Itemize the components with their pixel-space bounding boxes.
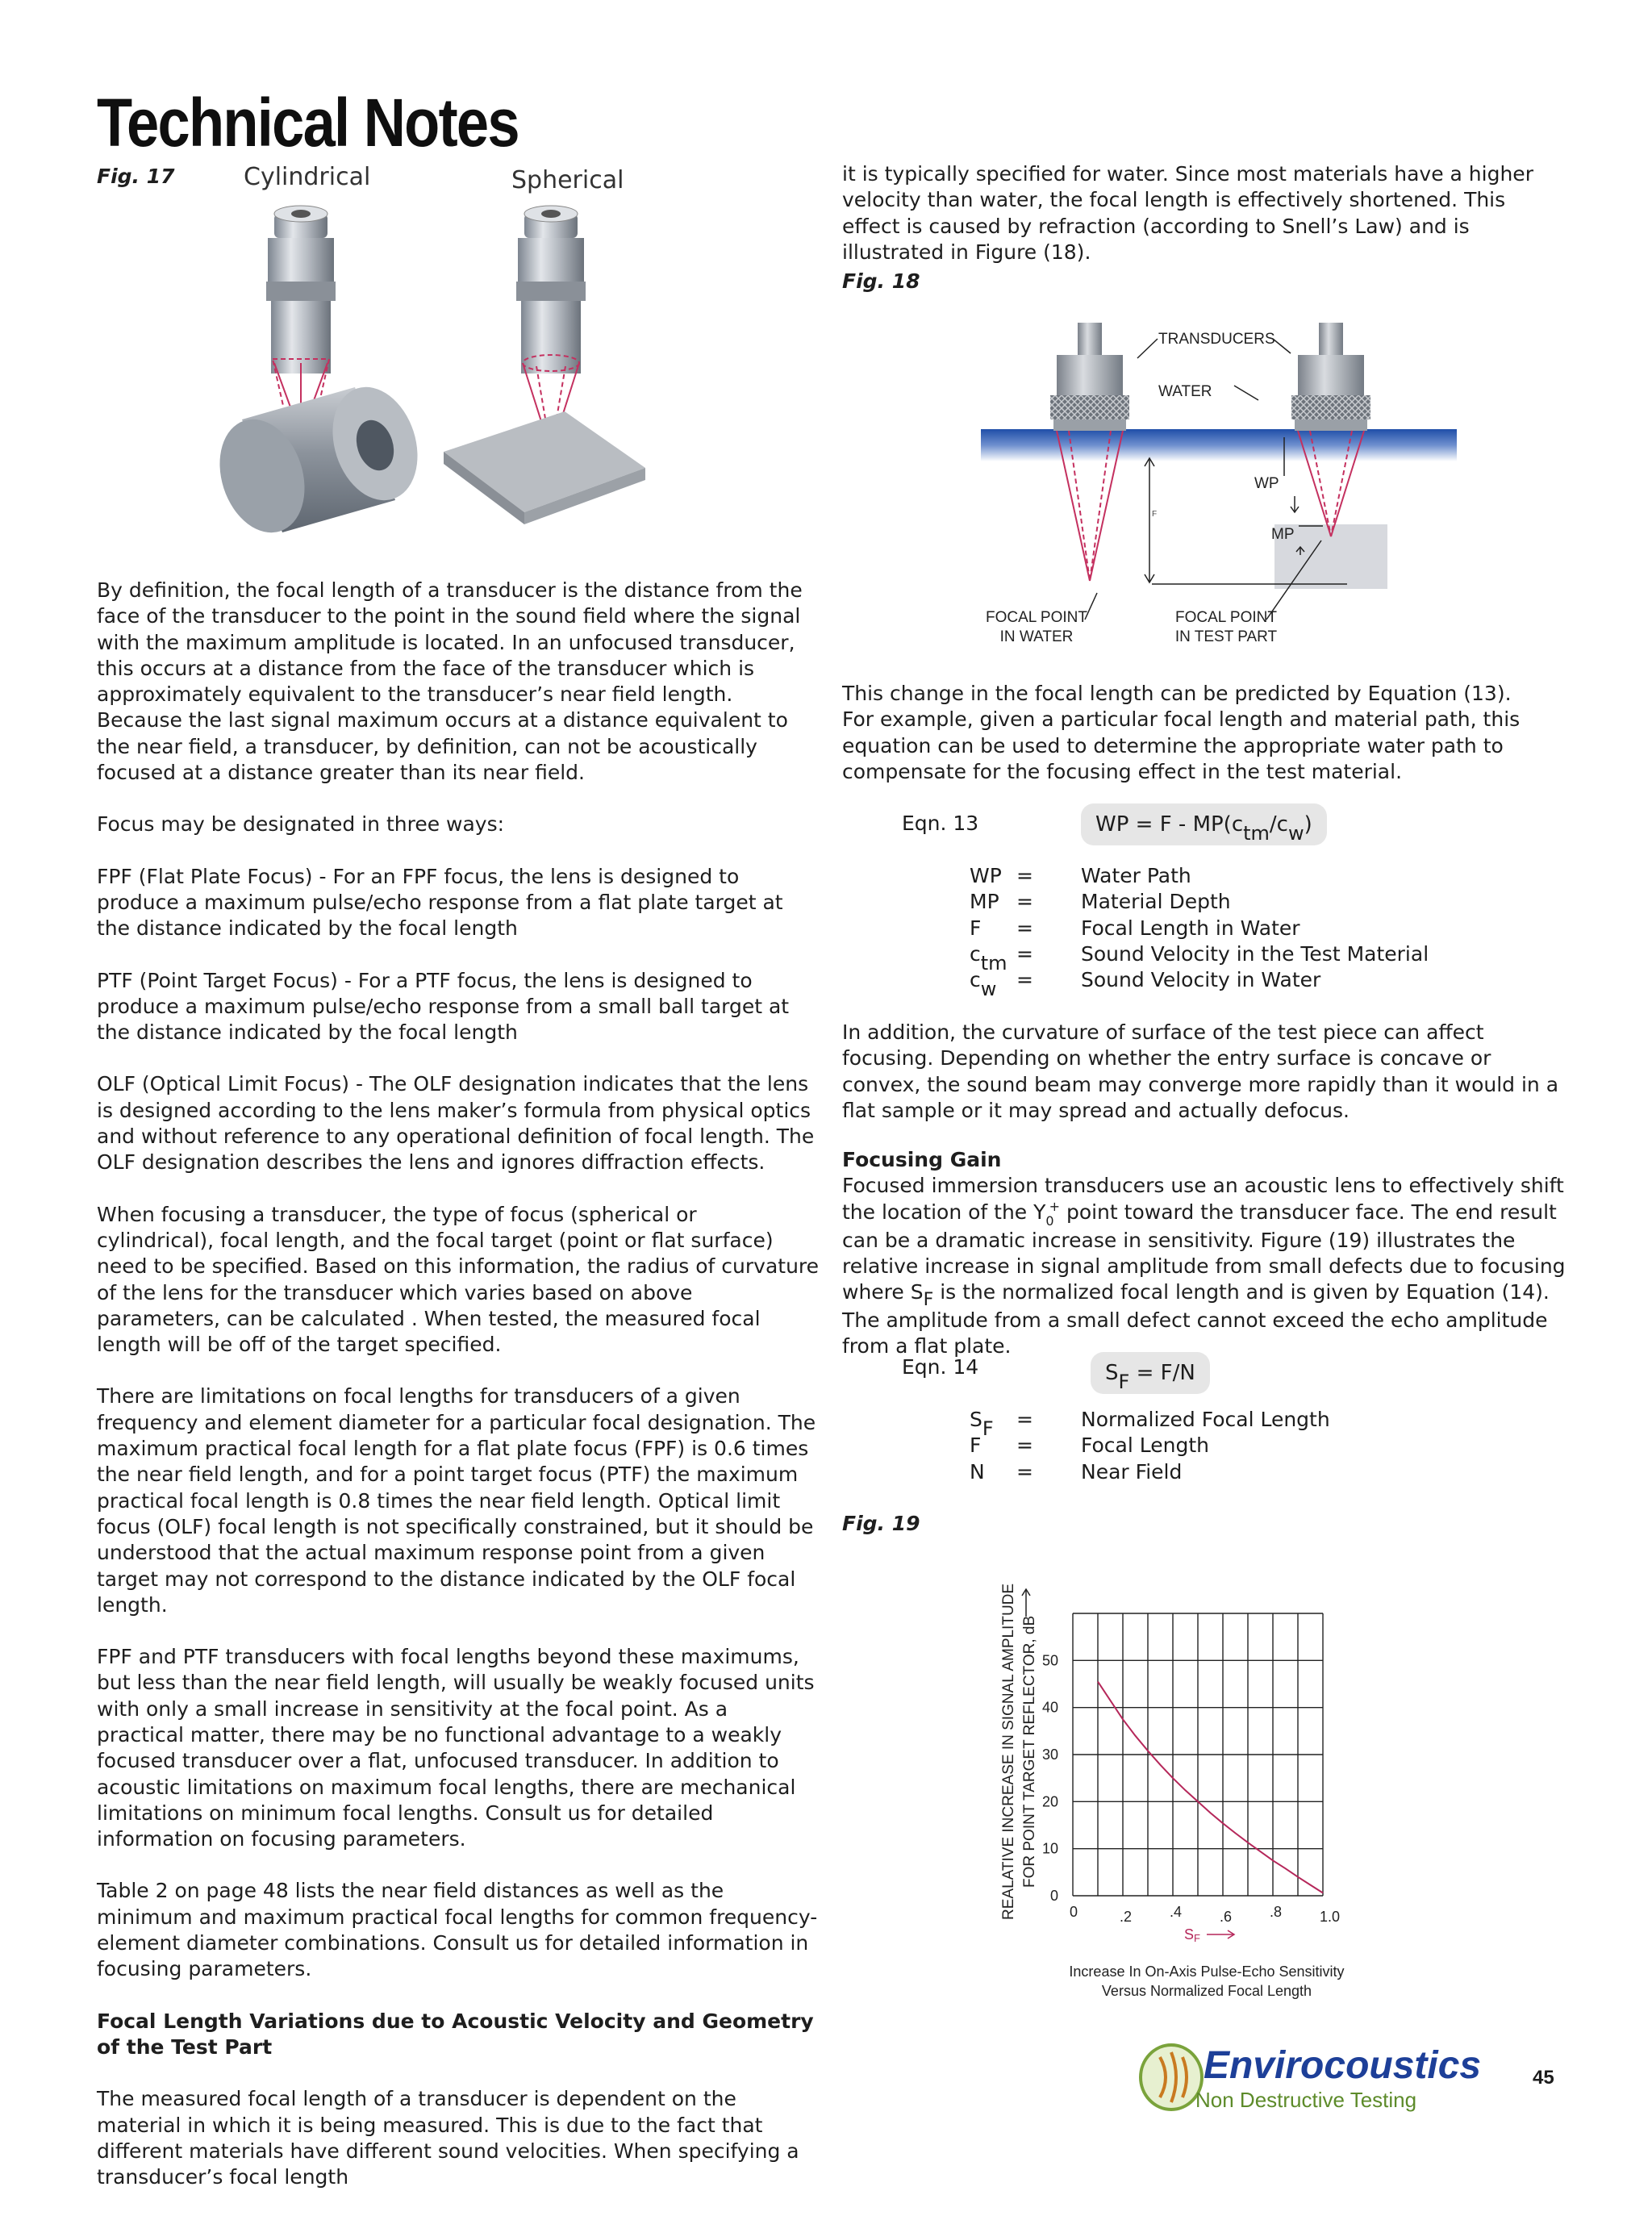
chart-ticks — [1042, 1652, 1340, 1925]
cylinder-part — [206, 376, 432, 544]
chart-grid — [1073, 1613, 1323, 1896]
paragraph: FPF (Flat Plate Focus) - For an FPF focus, the lens is designed to produce a maximum pulse/echo response from a flat plate target at the distance indicated by the focal length — [97, 864, 783, 941]
chart-caption-2: Versus Normalized Focal Length — [1101, 1983, 1312, 1999]
def-equals: = — [1016, 1408, 1033, 1431]
x-tick-label: .2 — [1120, 1909, 1133, 1925]
y-tick-label: 30 — [1041, 1747, 1058, 1763]
def-equals: = — [1016, 864, 1033, 887]
paragraph: Table 2 on page 48 lists the near field distances as well as the minimum and maximum practical focal lengths for common frequency-element diameter combinations. Consult us for detailed information in focusing parameters. — [97, 1879, 818, 1981]
eqn13-sub: w — [1287, 822, 1304, 845]
y0-superscript: + — [1049, 1198, 1060, 1214]
def-symbol: MP — [970, 890, 999, 914]
def-description: Water Path — [1081, 864, 1191, 887]
section-heading: Focusing Gain — [842, 1148, 1002, 1171]
right-column-curvature — [842, 1020, 1568, 1150]
right-column-focusing-gain — [842, 1147, 1568, 1385]
paragraph: For example, given a particular focal length and material path, this equation can be used to determine the appropriate water path to compensate for the focusing effect in the test material. — [842, 707, 1521, 783]
def-symbol: F — [970, 1434, 982, 1458]
eqn13-part: WP = F - MP(c — [1095, 812, 1244, 837]
x-tick-label: .4 — [1170, 1904, 1183, 1920]
eqn14-label: Eqn. 14 — [902, 1355, 979, 1379]
def-equals: = — [1016, 968, 1033, 992]
def-description: Focal Length — [1081, 1434, 1209, 1458]
y0-subscript: 0 — [1045, 1212, 1054, 1229]
definition-row — [970, 1433, 1330, 1459]
paragraph: By definition, the focal length of a transducer is the distance from the face of the transducer to the point in the sound field where the signal with the maximum amplitude is located. In an unfocused transducer, this occurs at a distance from the face of the transducer which is approximately equivalent to the transducer’s near field length. Because the last signal maximum occurs at a distance equivalent to the near field, a transducer, by definition, can not be acoustically focused at a distance greater than its near field. — [97, 578, 803, 785]
definition-row — [970, 863, 1429, 889]
transducers-label: TRANSDUCERS — [1158, 331, 1275, 348]
def-description: Normalized Focal Length — [1081, 1408, 1330, 1431]
x-axis-label: SF — [1184, 1926, 1200, 1944]
paragraph: FPF and PTF transducers with focal lengths beyond these maximums, but less than the near field length, will usually be weakly focused units with only a small increase in sensitivity at the focal point. As a practical matter, there may be no functional advantage to a weakly focused transducer over a flat, unfocused transducer. In addition to acoustic limitations on maximum focal lengths, there are mechanical limitations on minimum focal lengths. Consult us for detailed information on focusing parameters. — [97, 1645, 815, 1851]
y-tick-label: 0 — [1049, 1888, 1058, 1904]
def-description: Sound Velocity in the Test Material — [1081, 941, 1429, 966]
y-axis-label-1: REALATIVE INCREASE IN SIGNAL AMPLITUDE — [1000, 1583, 1017, 1920]
y-tick-label: 50 — [1041, 1652, 1058, 1669]
paragraph — [842, 1173, 1568, 1359]
focal-test-label-1: FOCAL POINT — [1175, 609, 1277, 626]
eqn14-part: S — [1105, 1361, 1119, 1385]
definition-row — [970, 941, 1429, 974]
eqn14-part: = F/N — [1129, 1361, 1195, 1385]
def-description: Near Field — [1081, 1459, 1183, 1484]
eqn13-formula — [1081, 803, 1327, 845]
logo-wordmark: Envirocoustics — [1204, 2044, 1482, 2087]
def-symbol: N — [970, 1459, 985, 1484]
fig18-label: Fig. 18 — [842, 269, 920, 293]
def-equals: = — [1016, 1434, 1033, 1458]
paragraph: When focusing a transducer, the type of focus (spherical or cylindrical), focal length, and the focal target (point or flat surface) need to be specified. Based on this information, the radius of curvature of the lens for the transducer which varies based on above parameters, can be calculated . When tested, the measured focal length will be off of the target specified. — [97, 1202, 820, 1357]
fig19-chart — [984, 1557, 1436, 2009]
def-equals: = — [1016, 890, 1033, 914]
definition-row — [970, 889, 1429, 915]
eqn13-part: ) — [1304, 812, 1312, 837]
paragraph: In addition, the curvature of surface of the test piece can affect focusing. Depending on whether the entry surface is concave or convex, the sound beam may converge more rapidly than it would in a flat sample or it may spread and actually defocus. — [842, 1020, 1559, 1122]
def-description: Sound Velocity in Water — [1081, 968, 1321, 992]
paragraph: Focus may be designated in three ways: — [97, 812, 505, 837]
water-label: WATER — [1158, 383, 1212, 400]
def-symbol: F — [970, 916, 982, 940]
definition-row — [970, 916, 1429, 941]
y-tick-label: 20 — [1041, 1793, 1058, 1810]
text-fragment: point toward the transducer face. The end result can be a dramatic increase in sensitivity. Figure (19) illustrates the relative increase in signal amplitude from small defects due to focusing where S — [842, 1200, 1566, 1304]
y-tick-label: 10 — [1041, 1840, 1058, 1857]
logo-tagline: Non Destructive Testing — [1195, 2088, 1417, 2112]
def-subscript: w — [980, 978, 997, 1001]
def-symbol: WP — [970, 864, 1002, 887]
def-equals: = — [1016, 1459, 1033, 1484]
right-column-intro — [842, 161, 1568, 291]
x-tick-label: 0 — [1070, 1904, 1078, 1920]
def-subscript: F — [982, 1417, 994, 1440]
x-tick-label: 1.0 — [1320, 1909, 1341, 1925]
def-symbol: S — [970, 1408, 982, 1431]
page-number: 45 — [1533, 2067, 1554, 2089]
text-fragment: is the normalized focal length and is given by Equation (14). The amplitude from a small defect cannot exceed the echo amplitude from a flat plate. — [842, 1280, 1550, 1358]
paragraph: OLF (Optical Limit Focus) - The OLF designation indicates that the lens is designed according to the lens maker’s formula from physical optics and without reference to any operational definition of focal length. The OLF designation describes the lens and ignores diffraction effects. — [97, 1072, 815, 1175]
flat-plate — [444, 411, 645, 524]
fig17-cylindrical-label: Cylindrical — [244, 163, 371, 191]
def-symbol: c — [970, 968, 981, 992]
page-title: Technical Notes — [97, 85, 519, 161]
fig19-label: Fig. 19 — [842, 1512, 920, 1535]
f-label: F — [1152, 510, 1158, 519]
chart-caption-1: Increase In On-Axis Pulse-Echo Sensitivity — [1069, 1964, 1345, 1980]
def-equals: = — [1016, 916, 1033, 940]
focal-water-label-1: FOCAL POINT — [986, 609, 1087, 626]
y-axis-label-2: FOR POINT TARGET REFLECTOR, dB — [1021, 1615, 1038, 1888]
focal-water-label-2: IN WATER — [999, 628, 1074, 645]
definition-row — [970, 1407, 1330, 1440]
section-heading: Focal Length Variations due to Acoustic Velocity and Geometry of the Test Part — [97, 2009, 814, 2059]
def-subscript: tm — [980, 951, 1007, 974]
eqn13-sub: tm — [1243, 822, 1270, 845]
eqn14-formula — [1091, 1352, 1210, 1394]
paragraph: it is typically specified for water. Since most materials have a higher velocity than water, the focal length is effectively shortened. This effect is caused by refraction (according to Snell’s Law) and is illustrated in Figure (18). — [842, 162, 1533, 264]
wp-label: WP — [1254, 475, 1279, 492]
sf-subscript: F — [923, 1290, 934, 1311]
focal-test-label-2: IN TEST PART — [1174, 628, 1278, 645]
x-tick-label: .8 — [1270, 1904, 1283, 1920]
eqn13-part: /c — [1269, 812, 1288, 837]
paragraph: PTF (Point Target Focus) - For a PTF focus, the lens is designed to produce a maximum pulse/echo response from a small ball target at the distance indicated by the focal length — [97, 968, 790, 1045]
definition-row — [970, 1459, 1330, 1485]
left-column — [97, 578, 820, 2216]
x-tick-label: .6 — [1220, 1909, 1233, 1925]
chart-series-line — [1098, 1682, 1323, 1893]
eqn13-label: Eqn. 13 — [902, 812, 979, 835]
eqn14-definitions — [970, 1407, 1330, 1485]
spherical-transducer — [516, 206, 586, 452]
fig17-label: Fig. 17 — [97, 165, 175, 188]
text-fragment: Focused immersion transducers use an acoustic lens to effectively shift the location of the Y — [842, 1174, 1564, 1224]
fig18-illustration — [936, 315, 1468, 653]
y-tick-label: 40 — [1041, 1699, 1058, 1716]
def-description: Focal Length in Water — [1081, 916, 1300, 940]
paragraph: The measured focal length of a transducer is dependent on the material in which it is being measured. This is due to the fact that different materials have different sound velocities. When specifying a transducer’s focal length — [97, 2087, 799, 2189]
eqn14-sub: F — [1118, 1371, 1130, 1393]
right-column-equation-intro — [842, 681, 1568, 811]
definition-row — [970, 967, 1429, 1001]
mp-label: MP — [1271, 526, 1295, 543]
paragraph: This change in the focal length can be predicted by Equation (13). — [842, 682, 1512, 705]
paragraph: There are limitations on focal lengths for transducers of a given frequency and element diameter for a particular focal designation. The maximum practical focal length for a flat plate focus (FPF) is 0.6 times the near field length, and for a point target focus (PTF) the maximum practical focal length is 0.8 times the near field length. Optical limit focus (OLF) focal length is not specifically constrained, but it should be understood that the actual maximum response point from a given target may not correspond to the distance indicated by the OLF focal length. — [97, 1384, 816, 1617]
envirocoustics-logo — [1129, 2033, 1500, 2122]
def-description: Material Depth — [1081, 890, 1231, 914]
fig17-illustration — [194, 194, 645, 549]
eqn13-definitions — [970, 863, 1429, 1001]
def-symbol: c — [970, 941, 981, 966]
fig17-spherical-label: Spherical — [511, 166, 624, 194]
def-equals: = — [1016, 941, 1033, 966]
